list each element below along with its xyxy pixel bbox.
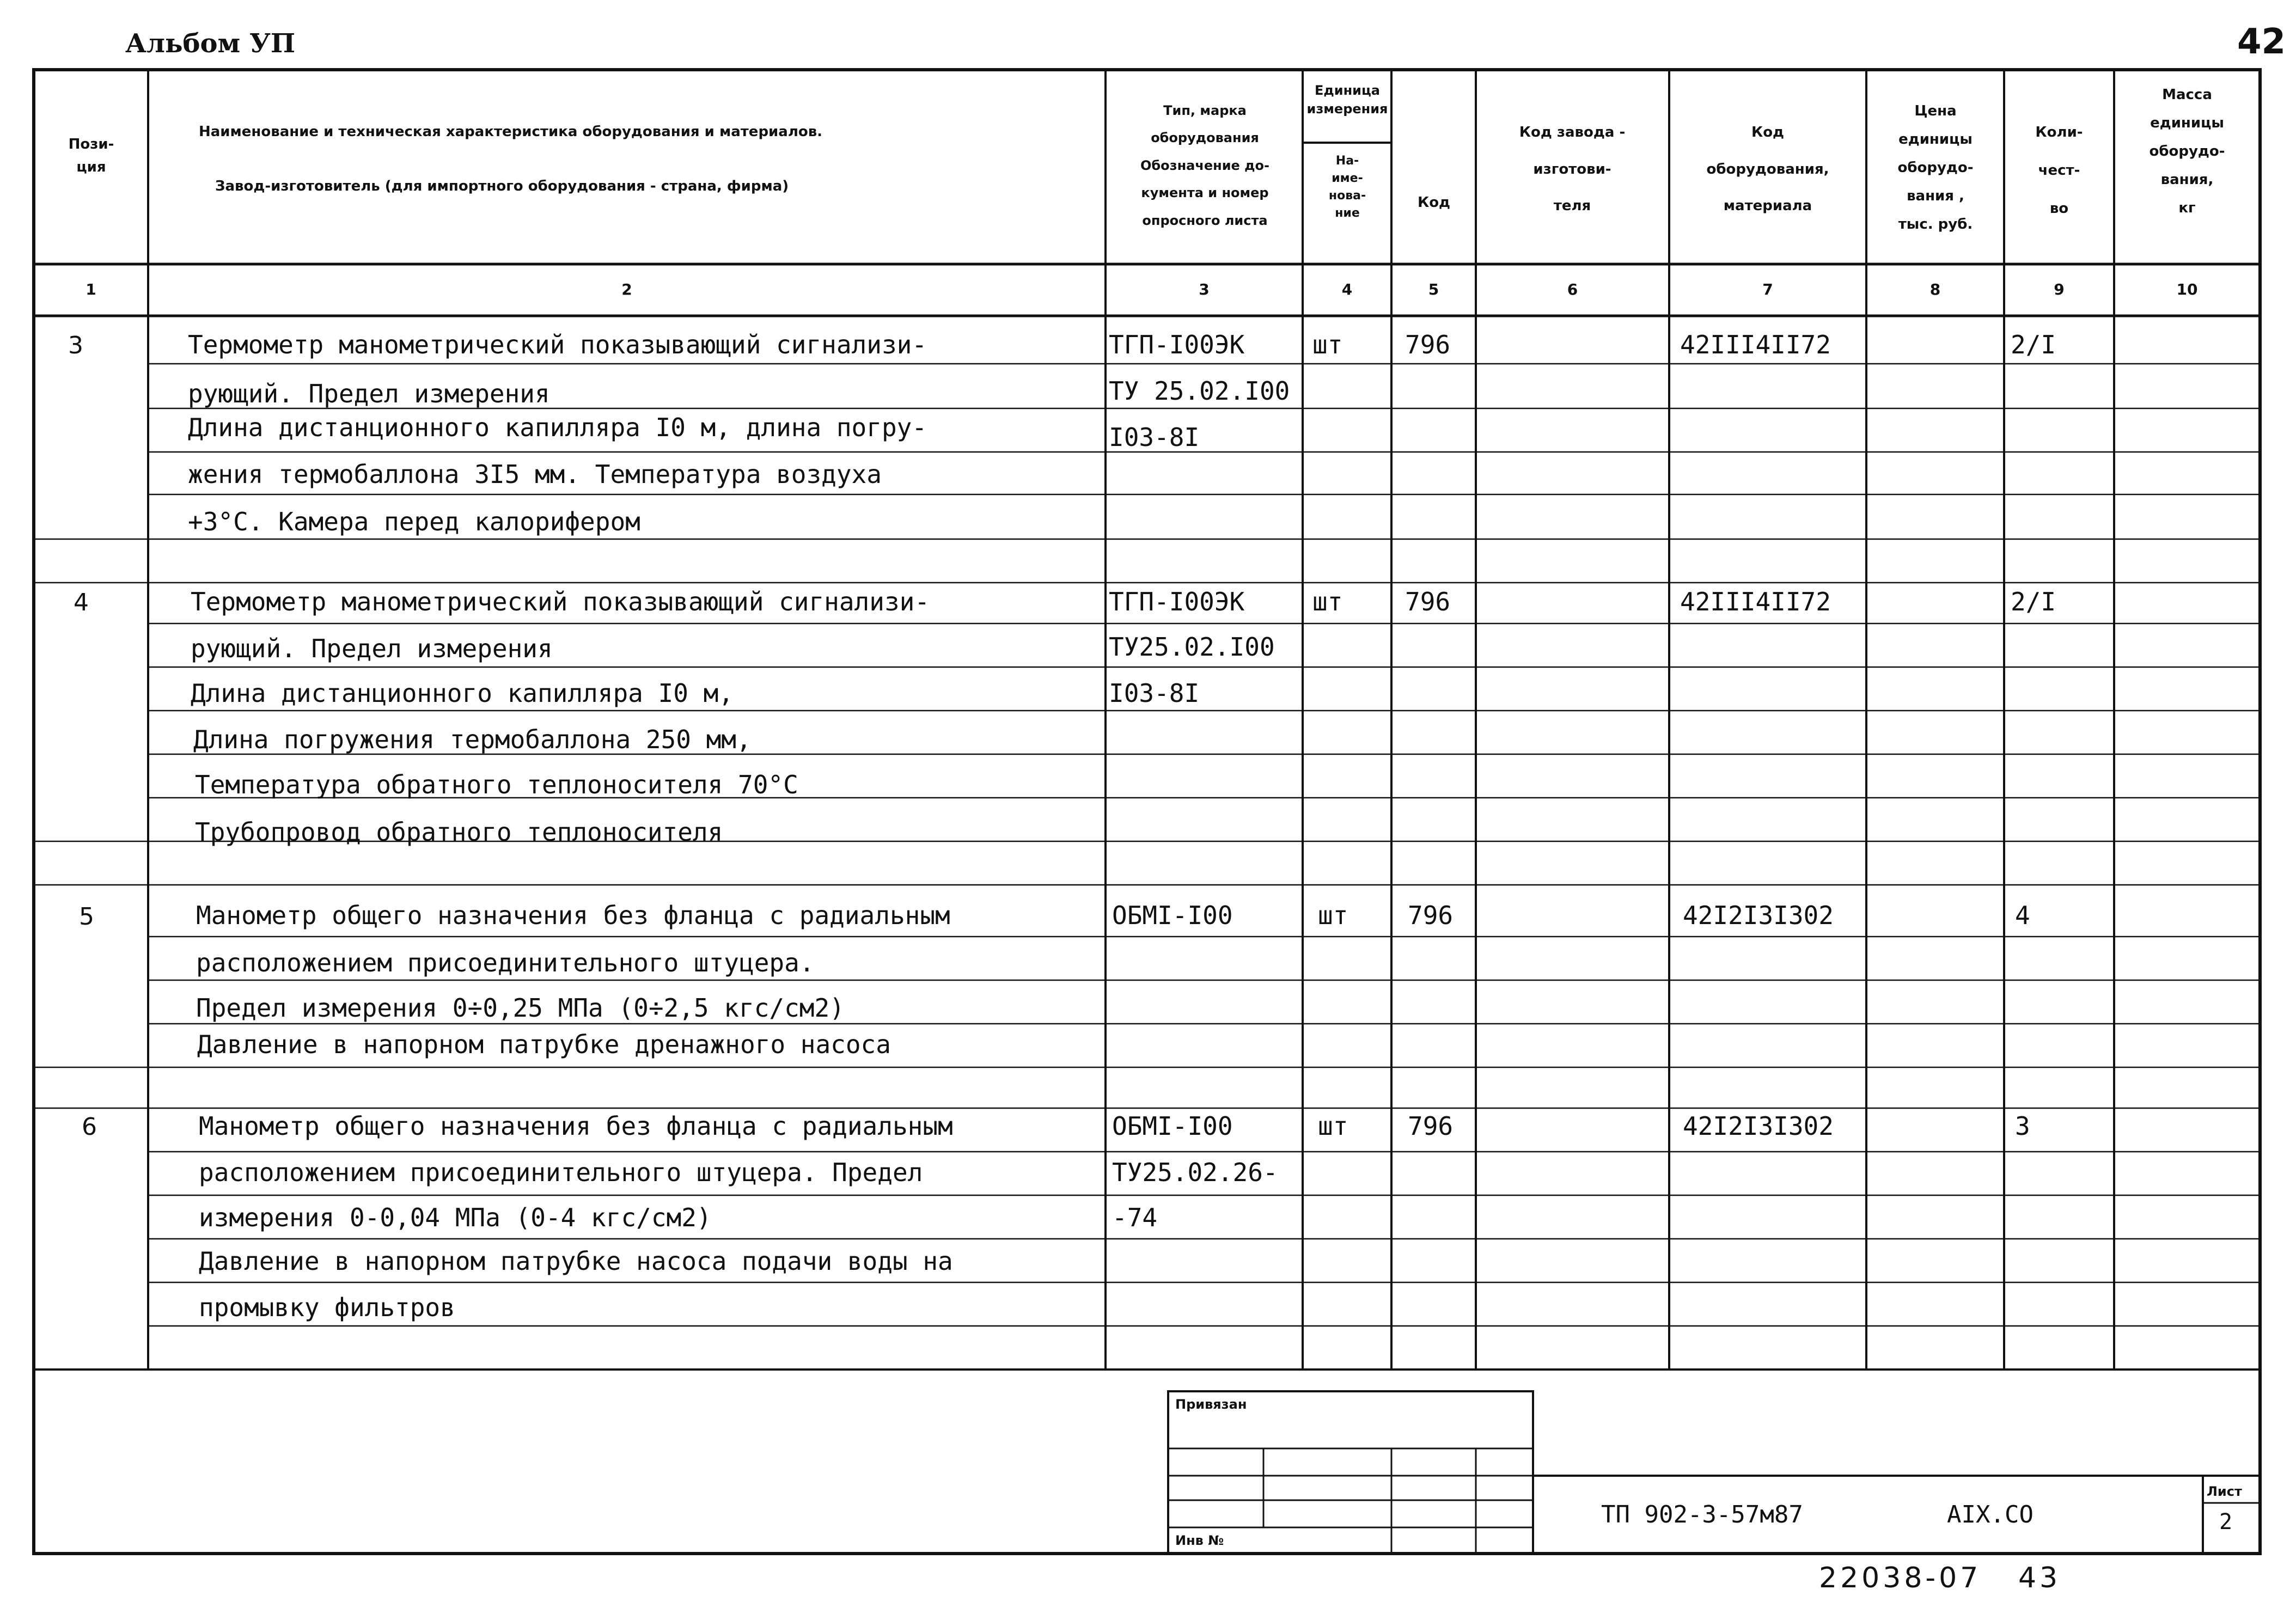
item-6-spec: ТУ25.02.26- xyxy=(1112,1158,1278,1187)
header-unit-mass: Масса единицы оборудо- вания, кг xyxy=(2149,87,2225,216)
album-label: Альбом УП xyxy=(125,28,296,59)
col-number-1: 1 xyxy=(86,280,96,298)
item-6-unit-code: 796 xyxy=(1408,1111,1454,1141)
item-6-unit: шт xyxy=(1318,1111,1348,1141)
item-4-name-line: Трубопровод обратного теплоносителя xyxy=(195,817,723,847)
col-number-6: 6 xyxy=(1567,280,1578,298)
item-6-equipment-code: 42I2I3I302 xyxy=(1683,1111,1834,1141)
item-6-name-line: промывку фильтров xyxy=(199,1293,455,1322)
col-number-10: 10 xyxy=(2176,280,2198,298)
item-5-quantity: 4 xyxy=(2015,901,2030,930)
item-3-name-line: Термометр манометрический показывающий сигнализи- xyxy=(188,330,927,359)
item-3-name-line: Длина дистанционного капилляра I0 м, длина погру- xyxy=(188,413,927,442)
stamp-inv: Инв № xyxy=(1175,1533,1224,1548)
header-name-line2: Завод-изготовитель (для импортного оборудования - страна, фирма) xyxy=(215,178,789,194)
handwritten-number: 22038-07 43 xyxy=(1819,1562,2061,1594)
header-unit-group: Единица измерения xyxy=(1306,83,1388,117)
header-unit-name: На- име- нова- ние xyxy=(1328,154,1366,220)
header-unit-price: Цена единицы оборудо- вания , тыс. руб. xyxy=(1897,103,1974,233)
item-5-unit-code: 796 xyxy=(1408,901,1454,930)
item-4-name-line: рующий. Предел измерения xyxy=(191,634,553,663)
item-3-name-line: +3°C. Камера перед калорифером xyxy=(188,507,640,536)
item-6-position: 6 xyxy=(82,1113,97,1141)
item-3-unit: шт xyxy=(1312,330,1343,359)
header-type: Тип, марка оборудования Обозначение до- кумента и номер опросного листа xyxy=(1140,103,1269,228)
item-3-questionnaire: I03-8I xyxy=(1109,423,1200,452)
col-number-9: 9 xyxy=(2054,280,2065,298)
item-5-position: 5 xyxy=(79,903,94,931)
item-4-spec: ТУ25.02.I00 xyxy=(1109,632,1275,662)
item-3-unit-code: 796 xyxy=(1405,330,1451,359)
col-number-2: 2 xyxy=(621,280,632,298)
item-5-equipment-code: 42I2I3I302 xyxy=(1683,901,1834,930)
item-4-unit: шт xyxy=(1312,587,1343,616)
item-3-spec: ТУ 25.02.I00 xyxy=(1109,376,1290,406)
item-6-name-line: Давление в напорном патрубке насоса подачи воды на xyxy=(199,1246,953,1276)
stamp-project: ТП 902-3-57м87 xyxy=(1601,1501,1803,1529)
header-name-line1: Наименование и техническая характеристика оборудования и материалов. xyxy=(199,124,823,140)
item-5-name-line: Давление в напорном патрубке дренажного насоса xyxy=(197,1030,891,1059)
stamp-tied: Привязан xyxy=(1175,1397,1247,1412)
item-3-equipment-code: 42III4II72 xyxy=(1680,330,1831,359)
item-4-position: 4 xyxy=(74,589,89,616)
item-6-quantity: 3 xyxy=(2015,1111,2030,1141)
col-number-7: 7 xyxy=(1762,280,1773,298)
item-6-name-line: измерения 0-0,04 МПа (0-4 кгс/см2) xyxy=(199,1203,712,1232)
item-5-name-line: Манометр общего назначения без фланца с радиальным xyxy=(196,901,950,930)
item-5-name-line: расположением присоединительного штуцера. xyxy=(196,948,815,977)
header-maker-code: Код завода - изготови- теля xyxy=(1519,124,1626,215)
col-number-4: 4 xyxy=(1341,280,1353,298)
header-quantity: Коли- чест- во xyxy=(2035,124,2083,217)
item-6-spec-cont: -74 xyxy=(1112,1203,1158,1232)
item-4-name-line: Длина погружения термобаллона 250 мм, xyxy=(193,725,752,754)
header-position: Пози- ция xyxy=(68,136,114,175)
item-4-quantity: 2/I xyxy=(2011,587,2056,616)
item-5-type: ОБМI-I00 xyxy=(1112,901,1233,930)
col-number-3: 3 xyxy=(1199,280,1210,298)
item-6-type: ОБМI-I00 xyxy=(1112,1111,1233,1141)
stamp-album-code: АIХ.СО xyxy=(1947,1501,2034,1529)
stamp-sheet-number: 2 xyxy=(2219,1509,2233,1534)
item-3-position: 3 xyxy=(68,332,83,359)
col-number-8: 8 xyxy=(1929,280,1941,298)
item-3-type: ТГП-I00ЭК xyxy=(1109,330,1245,359)
item-4-equipment-code: 42III4II72 xyxy=(1680,587,1831,616)
item-6-name-line: Манометр общего назначения без фланца с радиальным xyxy=(199,1111,953,1141)
header-unit-code: Код xyxy=(1417,194,1451,211)
item-6-name-line: расположением присоединительного штуцера. Предел xyxy=(199,1158,923,1187)
item-3-name-line: рующий. Предел измерения xyxy=(188,379,550,408)
item-4-name-line: Термометр манометрический показывающий сигнализи- xyxy=(191,587,930,616)
item-4-name-line: Температура обратного теплоносителя 70°C xyxy=(195,770,798,799)
item-5-name-line: Предел измерения 0÷0,25 МПа (0÷2,5 кгс/см2) xyxy=(196,993,845,1023)
page-number: 42 xyxy=(2237,22,2286,62)
stamp-sheet-label: Лист xyxy=(2207,1484,2242,1499)
col-number-5: 5 xyxy=(1428,280,1439,298)
item-4-name-line: Длина дистанционного капилляра I0 м, xyxy=(191,678,734,708)
item-3-quantity: 2/I xyxy=(2011,330,2056,359)
header-equipment-code: Код оборудования, материала xyxy=(1706,124,1829,215)
item-3-name-line: жения термобаллона 3I5 мм. Температура воздуха xyxy=(188,460,882,489)
item-5-unit: шт xyxy=(1318,901,1348,930)
item-4-type: ТГП-I00ЭК xyxy=(1109,587,1245,616)
item-4-questionnaire: I03-8I xyxy=(1109,678,1200,708)
item-4-unit-code: 796 xyxy=(1405,587,1451,616)
